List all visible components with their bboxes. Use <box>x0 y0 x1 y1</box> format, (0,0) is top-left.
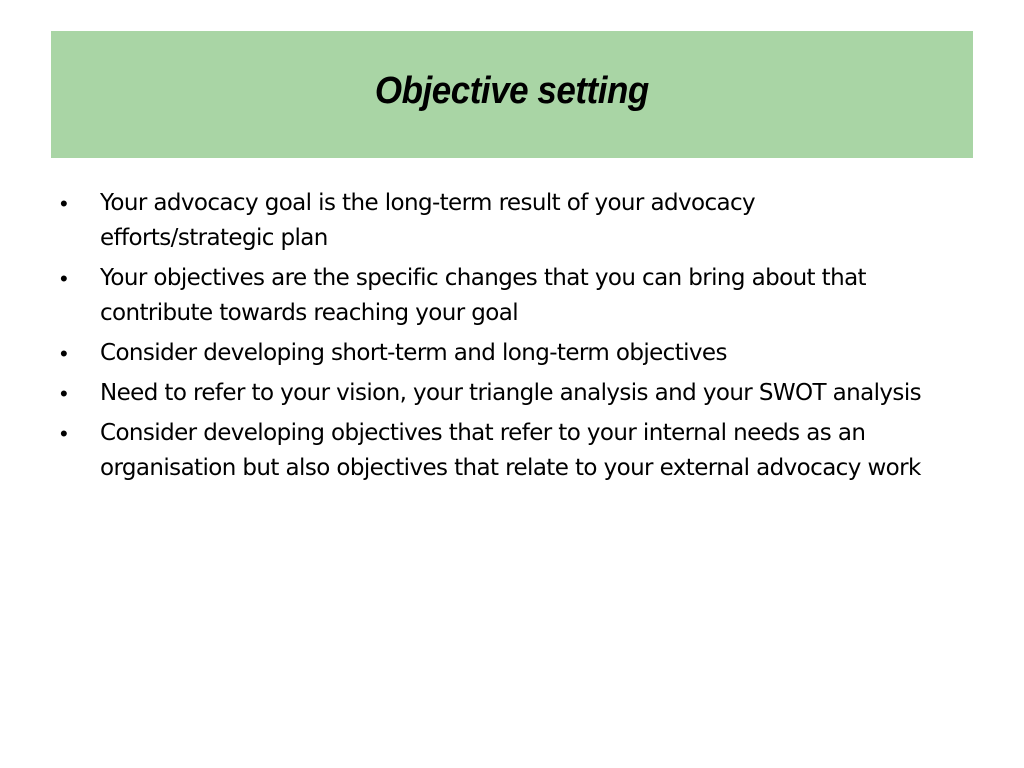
bullet-text: Your advocacy goal is the long-term result of your advocacy efforts/strategic plan <box>100 190 756 251</box>
bullet-item <box>60 376 980 411</box>
bullet-item <box>60 186 980 256</box>
bullet-icon: • <box>60 421 68 446</box>
bullet-text: Consider developing short-term and long-term objectives <box>100 340 727 366</box>
bullet-list <box>60 186 980 491</box>
bullet-item <box>60 336 980 371</box>
bullet-icon: • <box>60 381 68 406</box>
title-band <box>51 31 973 158</box>
bullet-item <box>60 416 980 486</box>
bullet-icon: • <box>60 341 68 366</box>
bullet-text: Consider developing objectives that refer to your internal needs as an organisation but also objectives that relate to your external advocacy work <box>100 420 921 481</box>
bullet-text: Your objectives are the specific changes that you can bring about that contribute towards reaching your goal <box>100 265 866 326</box>
bullet-text: Need to refer to your vision, your triangle analysis and your SWOT analysis <box>100 380 921 406</box>
bullet-icon: • <box>60 191 68 216</box>
bullet-icon: • <box>60 266 68 291</box>
bullet-item <box>60 261 980 331</box>
slide-title: Objective setting <box>375 70 649 112</box>
